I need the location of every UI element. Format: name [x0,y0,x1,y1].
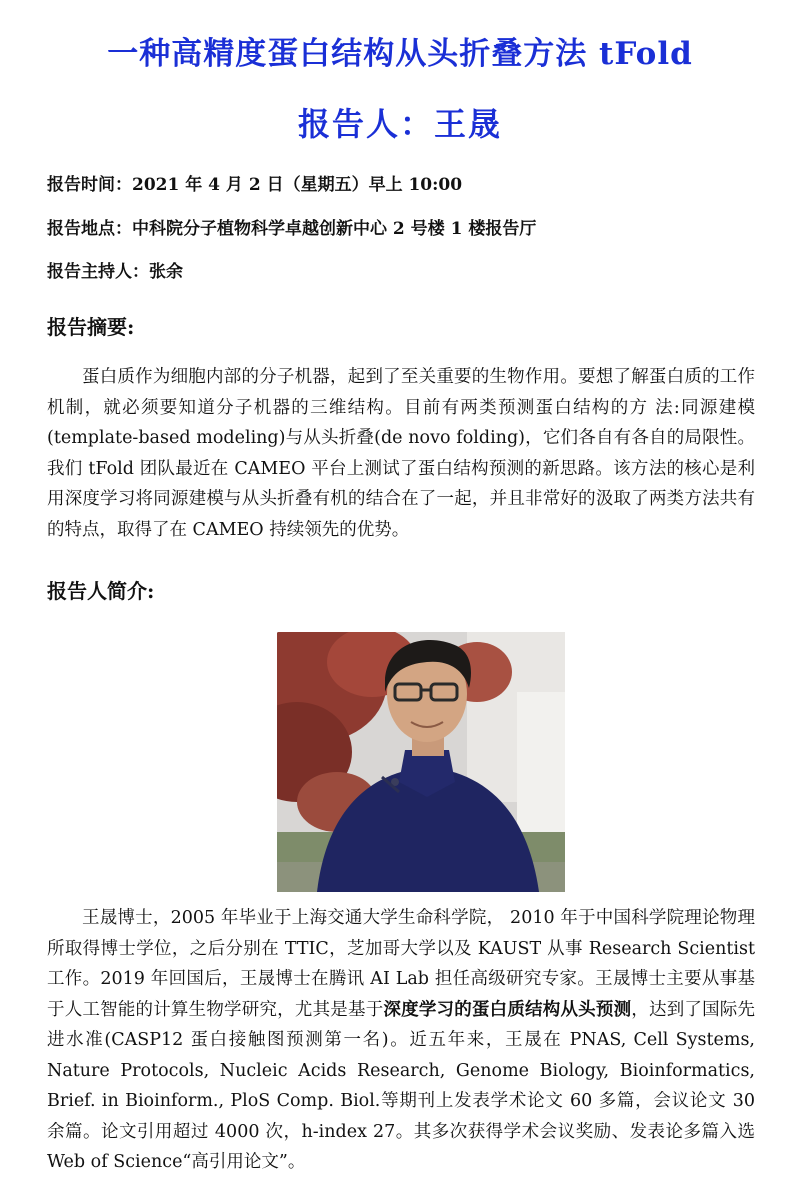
abstract-heading: 报告摘要: [47,315,135,339]
talk-location: 报告地点：中科院分子植物科学卓越创新中心 2 号楼 1 楼报告厅 [47,219,537,239]
talk-host: 报告主持人：张余 [47,262,183,282]
bio-text-part-2: ，达到了国际先进水准(CASP12 蛋白接触图预测第一名)。近五年来，王晟在 PNAS, Cell Systems, Nature Protocols, Nucleic Acids Research, Genome Biology, Bioinformatics, Brief. in Bioinform., PloS Comp. Biol.等期刊上发表学术论文 60 多篇，会议论文 30 余篇。论文引用超过 4000 次，h-index 27。其多次获得学术会议奖励、发表论多篇入选 Web of Science“高引用论文”。 [47,999,756,1172]
page-title: 一种高精度蛋白结构从头折叠方法 tFold [107,36,693,72]
bio-text-emphasis: 深度学习的蛋白质结构从头预测 [383,999,632,1020]
bio-heading: 报告人简介: [47,579,155,603]
speaker-photo [277,632,565,892]
speaker-heading: 报告人：王晟 [297,105,502,143]
bio-text [47,903,755,1178]
bio-text-part-1: 王晟博士，2005 年毕业于上海交通大学生命科学院， 2010 年于中国科学院理论物理所取得博士学位，之后分别在 TTIC，芝加哥大学以及 KAUST 从事 Research Scientist 工作。2019 年回国后，王晟博士在腾讯 AI Lab 担任高级研究专家。王晟博士主要从事基于人工智能的计算生物学研究，尤其是基于 [47,908,755,1020]
abstract-text: 蛋白质作为细胞内部的分子机器，起到了至关重要的生物作用。要想了解蛋白质的工作机制，就必须要知道分子机器的三维结构。目前有两类预测蛋白结构的方 法:同源建模(template-based modeling)与从头折叠(de novo folding)，它们各自有各自的局限性。我们 tFold 团队最近在 CAMEO 平台上测试了蛋白结构预测的新思路。该方法的核心是利用深度学习将同源建模与从头折叠有机的结合在了一起，并且非常好的汲取了两类方法共有的特点，取得了在 CAMEO 持续领先的优势。 [47,367,755,540]
talk-time: 报告时间：2021 年 4 月 2 日（星期五）早上 10:00 [47,175,463,195]
